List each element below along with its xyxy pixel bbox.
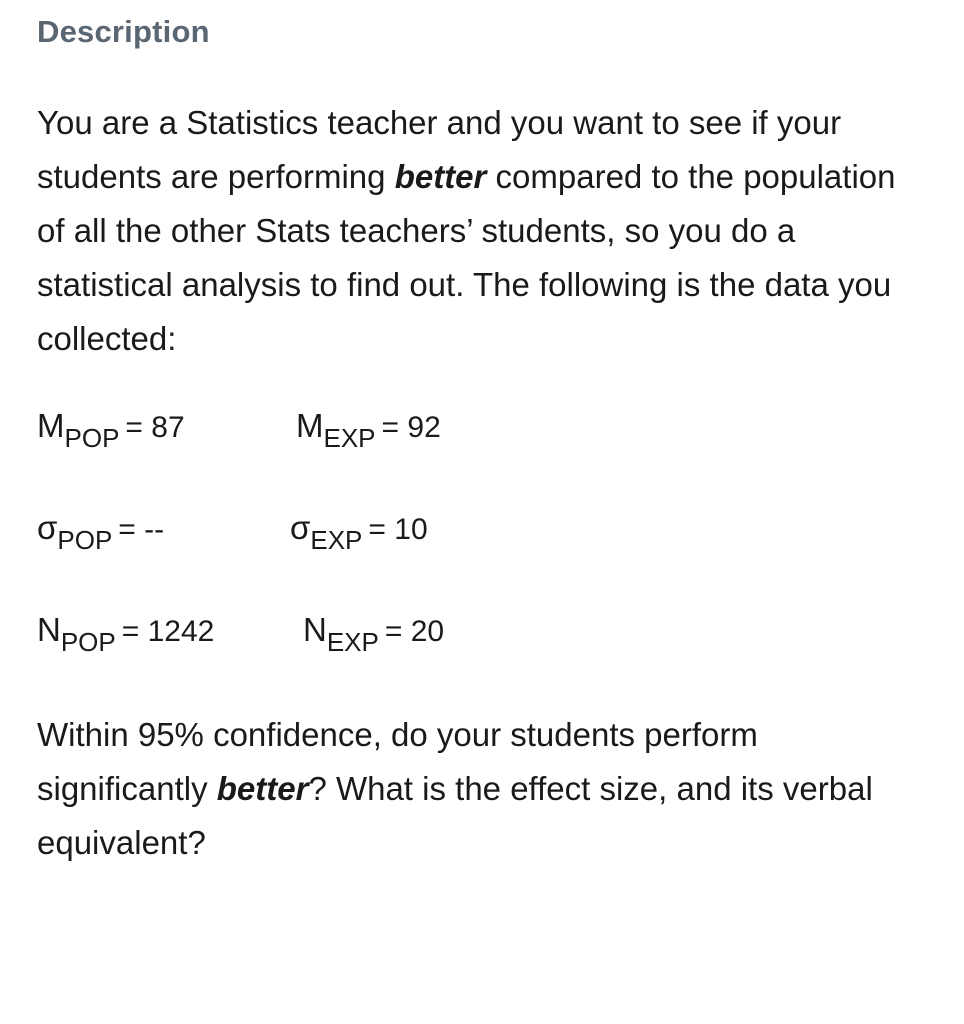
sigma-row — [37, 508, 737, 558]
n-pop-number: = 1242 — [121, 615, 215, 648]
sigma-exp-value — [290, 508, 428, 555]
n-exp-number: = 20 — [384, 615, 445, 648]
question-paragraph — [37, 96, 917, 366]
question-text-part2: compared to the population of all the other Stats teachers’ students, so you do a statistical analysis to find out. The following is the data you collected: — [37, 158, 896, 357]
sigma-exp-number: = 10 — [368, 513, 428, 546]
sigma-pop-value — [37, 508, 165, 555]
m-exp-number: = 92 — [381, 411, 441, 444]
n-row — [37, 610, 737, 660]
m-exp-value — [296, 406, 441, 453]
section-title: Description — [37, 14, 210, 49]
sigma-pop-number: = -- — [118, 513, 165, 546]
sigma-pop-subscript: POP — [57, 525, 113, 555]
prompt-text-part1: Within 95% confidence, do your students perform significantly — [37, 716, 758, 807]
question-emphasis: better — [394, 158, 487, 195]
sigma-exp-subscript: EXP — [310, 525, 363, 555]
m-pop-symbol: M — [37, 407, 65, 444]
m-pop-value — [37, 406, 185, 453]
n-exp-symbol: N — [303, 611, 327, 648]
sigma-pop-symbol: σ — [37, 509, 58, 546]
m-pop-number: = 87 — [125, 411, 185, 444]
prompt-text-part2: ? What is the effect size, and its verbal equivalent? — [37, 770, 873, 861]
question-text-part1: You are a Statistics teacher and you want to see if your students are performing — [37, 104, 842, 195]
n-pop-symbol: N — [37, 611, 61, 648]
m-exp-subscript: EXP — [323, 423, 376, 453]
n-exp-value — [303, 610, 445, 657]
question-prompt — [37, 708, 917, 870]
n-pop-subscript: POP — [60, 627, 116, 657]
n-pop-value — [37, 610, 215, 657]
sigma-exp-symbol: σ — [290, 509, 311, 546]
n-exp-subscript: EXP — [326, 627, 379, 657]
m-exp-symbol: M — [296, 407, 324, 444]
prompt-emphasis: better — [216, 770, 309, 807]
means-row — [37, 406, 737, 456]
m-pop-subscript: POP — [64, 423, 120, 453]
